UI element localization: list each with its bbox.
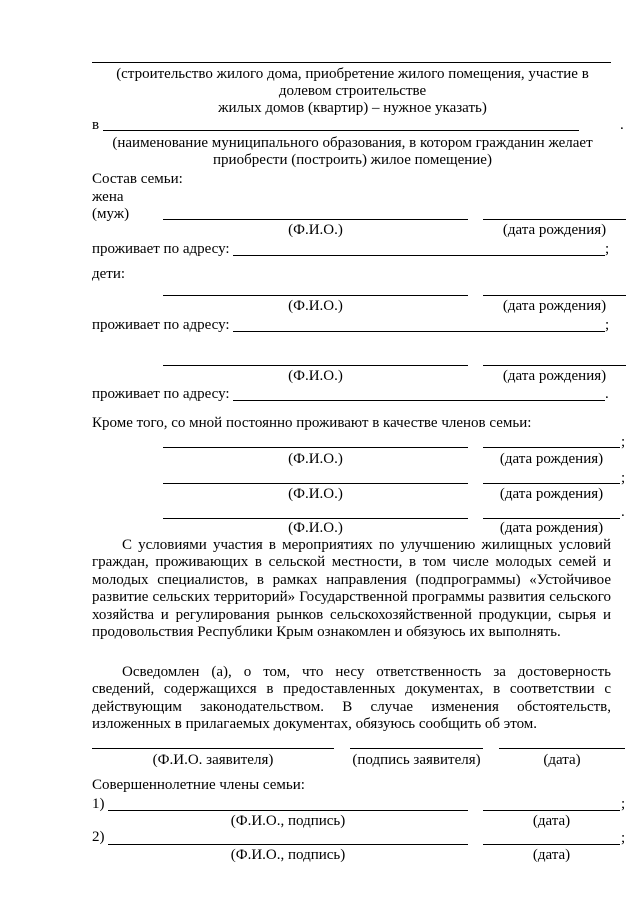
child1-address-line[interactable] bbox=[233, 331, 605, 332]
applicant-date-caption: (дата) bbox=[543, 752, 581, 768]
cohabitant2-fio-line[interactable] bbox=[163, 483, 468, 484]
spouse-address-label: проживает по адресу: bbox=[92, 241, 230, 257]
in-suffix: . bbox=[620, 117, 624, 133]
cohabitant2-semicolon: ; bbox=[621, 470, 626, 486]
child2-fio-line[interactable] bbox=[163, 365, 468, 366]
cohabitant1-birthdate-line[interactable] bbox=[483, 447, 620, 448]
child1-address-label: проживает по адресу: bbox=[92, 317, 230, 333]
spouse-birthdate-caption: (дата рождения) bbox=[502, 222, 607, 238]
spouse-label-1: жена bbox=[92, 189, 124, 205]
adult-member1-semicolon: ; bbox=[621, 796, 626, 812]
spouse-address-semicolon: ; bbox=[605, 241, 610, 257]
purpose-line-1: (строительство жилого дома, приобретение жилого помещения, участие в bbox=[116, 66, 589, 82]
family-heading: Состав семьи: bbox=[92, 171, 183, 187]
cohabitant3-fio-caption: (Ф.И.О.) bbox=[288, 520, 343, 536]
child1-birthdate-caption: (дата рождения) bbox=[502, 298, 607, 314]
child2-address-period: . bbox=[605, 386, 609, 402]
spouse-fio-line[interactable] bbox=[163, 219, 468, 220]
cohabitant2-birthdate-caption: (дата рождения) bbox=[499, 486, 604, 502]
top-rule bbox=[92, 62, 611, 63]
conditions-paragraph: С условиями участия в мероприятиях по улучшению жилищных условий граждан, проживающих в сельской местности, в том числе молодых семей и молодых специалистов, в рамках направления (подпрограммы) «Устойчивое развитие сельских территорий» Государственной программы развития сельского хозяйства и регулирования рынков сельскохозяйственной продукции, сырья и продовольствия Республики Крым ознакомлен и обязуюсь их выполнять. bbox=[92, 537, 611, 641]
applicant-fio-line[interactable] bbox=[92, 748, 334, 749]
applicant-signature-caption: (подпись заявителя) bbox=[352, 752, 481, 768]
child2-address-line[interactable] bbox=[233, 400, 605, 401]
cohabitant2-birthdate-line[interactable] bbox=[483, 483, 620, 484]
cohabitants-heading: Кроме того, со мной постоянно проживают в качестве членов семьи: bbox=[92, 415, 532, 431]
spouse-birthdate-line[interactable] bbox=[483, 219, 626, 220]
applicant-signature-line[interactable] bbox=[350, 748, 483, 749]
adult-member2-number: 2) bbox=[92, 829, 105, 845]
child1-birthdate-line[interactable] bbox=[483, 295, 626, 296]
in-prefix: в bbox=[92, 117, 100, 133]
adult-member1-fio-caption: (Ф.И.О., подпись) bbox=[230, 813, 346, 829]
applicant-fio-caption: (Ф.И.О. заявителя) bbox=[152, 752, 274, 768]
adult-members-heading: Совершеннолетние члены семьи: bbox=[92, 777, 305, 793]
cohabitant1-fio-caption: (Ф.И.О.) bbox=[288, 451, 343, 467]
adult-member2-fio-line[interactable] bbox=[108, 844, 468, 845]
adult-member2-date-caption: (дата) bbox=[532, 847, 571, 863]
cohabitant1-birthdate-caption: (дата рождения) bbox=[499, 451, 604, 467]
adult-member1-date-line[interactable] bbox=[483, 810, 620, 811]
child1-fio-caption: (Ф.И.О.) bbox=[288, 298, 343, 314]
spouse-label-2: (муж) bbox=[92, 206, 130, 222]
child2-birthdate-line[interactable] bbox=[483, 365, 626, 366]
child1-address-semicolon: ; bbox=[605, 317, 610, 333]
adult-member2-fio-caption: (Ф.И.О., подпись) bbox=[230, 847, 346, 863]
municipality-caption-2: приобрести (построить) жилое помещение) bbox=[213, 152, 492, 168]
spouse-fio-caption: (Ф.И.О.) bbox=[288, 222, 343, 238]
child2-birthdate-caption: (дата рождения) bbox=[502, 368, 607, 384]
child1-fio-line[interactable] bbox=[163, 295, 468, 296]
municipality-input-line[interactable] bbox=[103, 130, 579, 131]
cohabitant3-birthdate-caption: (дата рождения) bbox=[499, 520, 604, 536]
cohabitant2-fio-caption: (Ф.И.О.) bbox=[288, 486, 343, 502]
child2-address-label: проживает по адресу: bbox=[92, 386, 230, 402]
cohabitant1-fio-line[interactable] bbox=[163, 447, 468, 448]
adult-member1-date-caption: (дата) bbox=[532, 813, 571, 829]
purpose-line-3: жилых домов (квартир) – нужное указать) bbox=[218, 100, 487, 116]
children-label: дети: bbox=[92, 266, 126, 282]
adult-member2-semicolon: ; bbox=[621, 830, 626, 846]
child2-fio-caption: (Ф.И.О.) bbox=[288, 368, 343, 384]
purpose-line-2: долевом строительстве bbox=[278, 83, 427, 99]
cohabitant1-semicolon: ; bbox=[621, 434, 626, 450]
adult-member2-date-line[interactable] bbox=[483, 844, 620, 845]
responsibility-paragraph: Осведомлен (а), о том, что несу ответственность за достоверность сведений, содержащихся в предоставленных документах, в соответствии с действующим законодательством. В случае изменения обстоятельств, изложенных в прилагаемых документах, обязуюсь сообщить об этом. bbox=[92, 664, 611, 733]
municipality-caption-1: (наименование муниципального образования, в котором гражданин желает bbox=[112, 135, 593, 151]
adult-member1-fio-line[interactable] bbox=[108, 810, 468, 811]
applicant-date-line[interactable] bbox=[499, 748, 625, 749]
cohabitant3-period: . bbox=[621, 504, 625, 520]
spouse-address-line[interactable] bbox=[233, 255, 605, 256]
adult-member1-number: 1) bbox=[92, 796, 105, 812]
